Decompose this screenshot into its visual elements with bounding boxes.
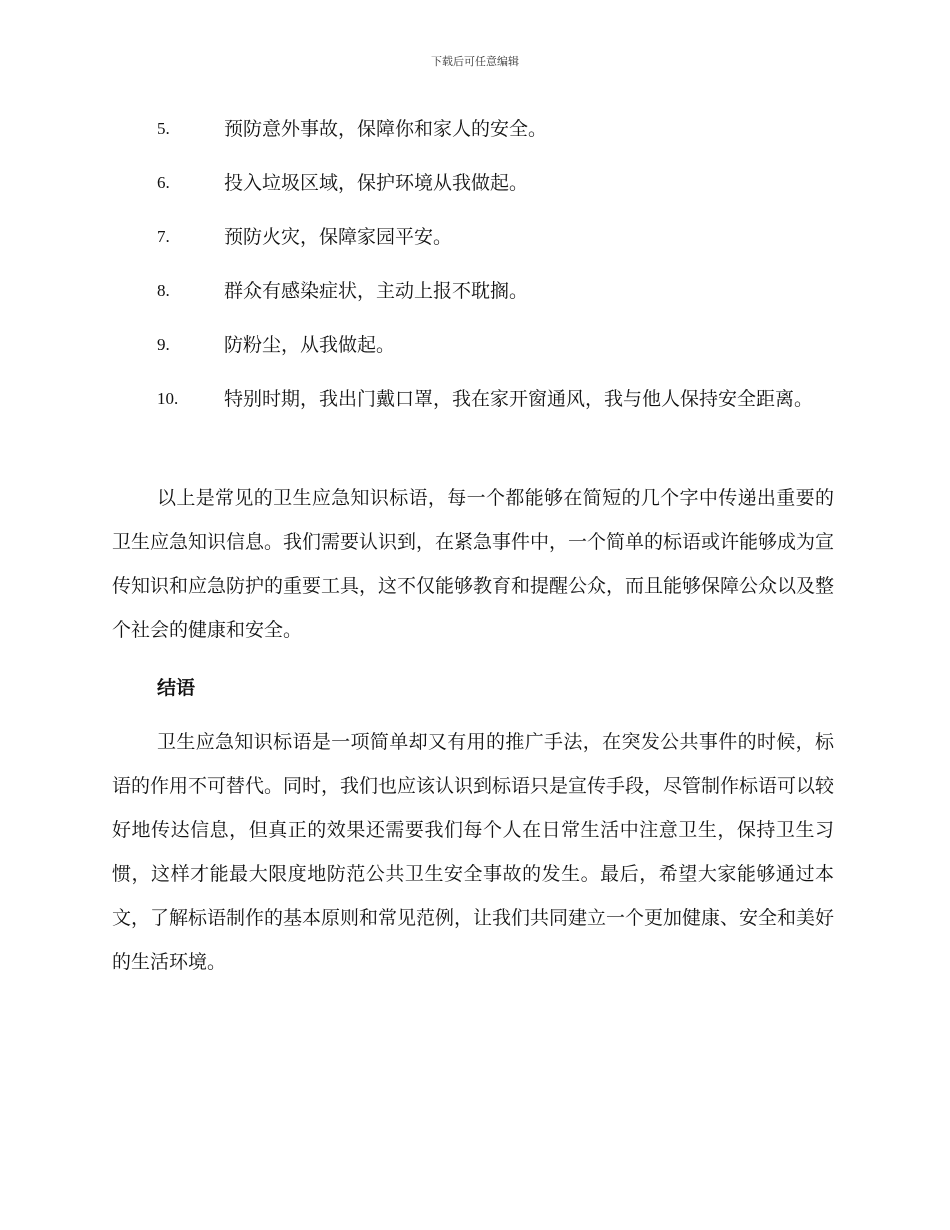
list-item-text: 投入垃圾区域，保护环境从我做起。 <box>224 172 529 194</box>
list-item-text: 预防意外事故，保障你和家人的安全。 <box>224 118 548 140</box>
list-item <box>112 161 834 205</box>
list-item <box>112 269 834 313</box>
page-header: 下载后可任意编辑 <box>431 55 519 68</box>
list-item-number: 6. <box>157 173 170 192</box>
list-item-text: 群众有感染症状，主动上报不耽搁。 <box>224 280 529 302</box>
list-item-number: 10. <box>157 389 179 408</box>
list-item-number: 9. <box>157 335 170 354</box>
list-item-text: 防粉尘，从我做起。 <box>224 334 396 356</box>
list-item-number: 7. <box>157 227 170 246</box>
list-item-number: 5. <box>157 119 170 138</box>
list-item-text: 预防火灾，保障家园平安。 <box>224 226 453 248</box>
summary-paragraph: 以上是常见的卫生应急知识标语，每一个都能够在简短的几个字中传递出重要的卫生应急知识信息。我们需要认识到，在紧急事件中，一个简单的标语或许能够成为宣传知识和应急防护的重要工具，这不仅能够教育和提醒公众，而且能够保障公众以及整个社会的健康和安全。 <box>112 487 835 641</box>
list-item <box>112 107 834 151</box>
conclusion-paragraph: 卫生应急知识标语是一项简单却又有用的推广手法，在突发公共事件的时候，标语的作用不可替代。同时，我们也应该认识到标语只是宣传手段，尽管制作标语可以较好地传达信息，但真正的效果还需要我们每个人在日常生活中注意卫生，保持卫生习惯，这样才能最大限度地防范公共卫生安全事故的发生。最后，希望大家能够通过本文，了解标语制作的基本原则和常见范例，让我们共同建立一个更加健康、安全和美好的生活环境。 <box>112 731 835 973</box>
list-item <box>112 215 834 259</box>
list-item-text: 特别时期，我出门戴口罩，我在家开窗通风，我与他人保持安全距离。 <box>224 388 814 410</box>
list-item <box>112 323 834 367</box>
list-item <box>112 377 834 421</box>
list-item-number: 8. <box>157 281 170 300</box>
conclusion-heading: 结语 <box>157 677 196 699</box>
